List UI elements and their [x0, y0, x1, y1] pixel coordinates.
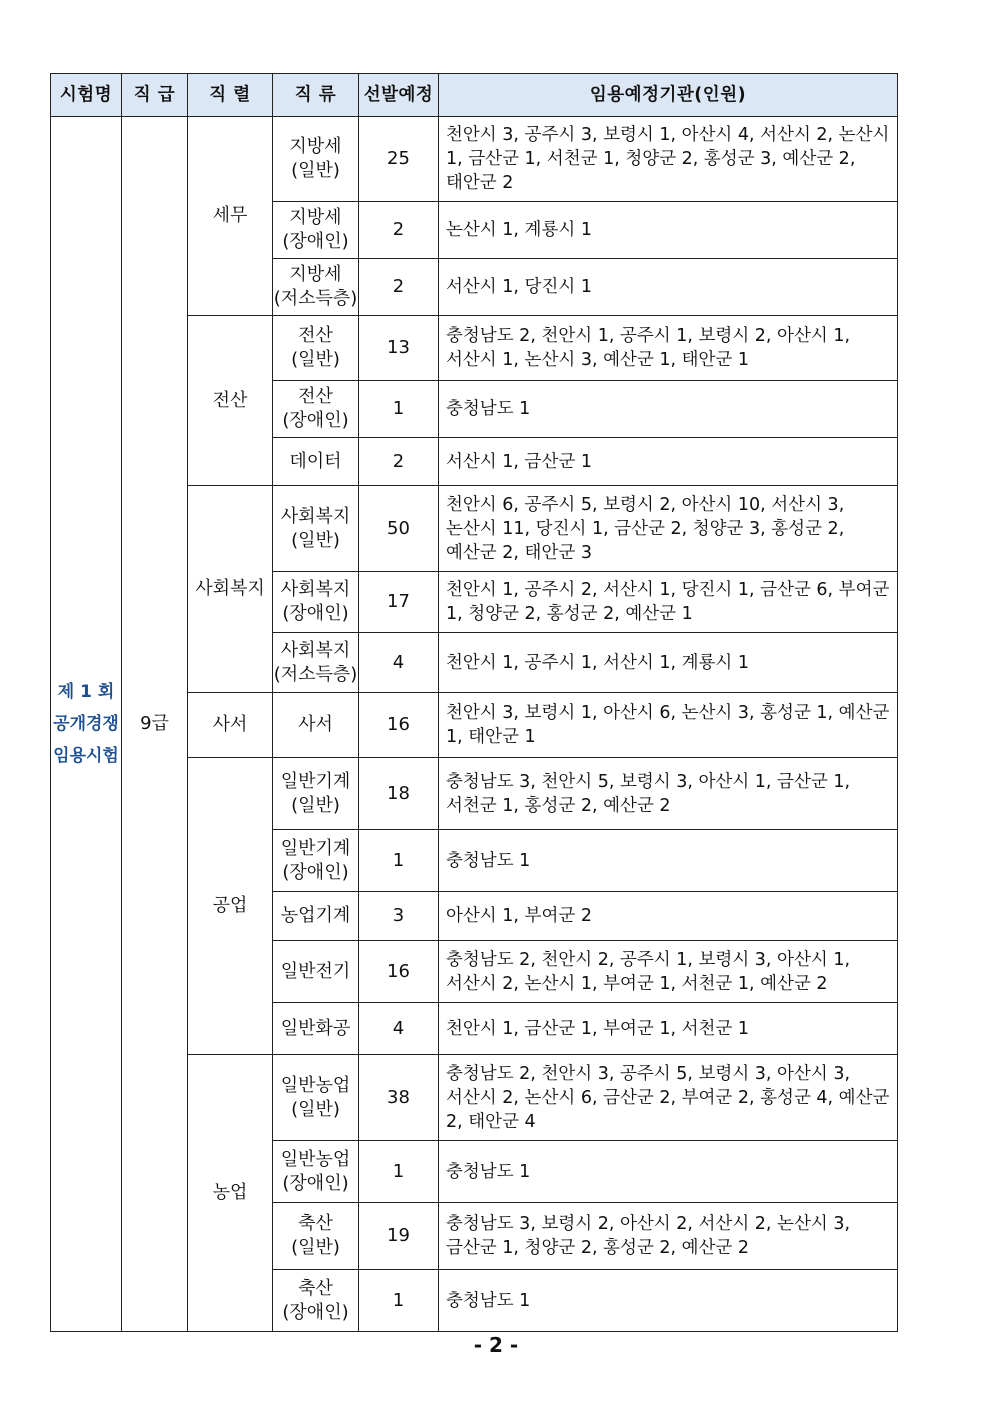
count-cell: 2	[359, 438, 439, 486]
org-cell: 아산시 1, 부여군 2	[439, 892, 898, 941]
count-cell: 1	[359, 381, 439, 438]
count-cell: 19	[359, 1203, 439, 1270]
series-cell: 세무	[188, 117, 273, 316]
kind-cell: 사서	[273, 693, 359, 758]
table-row	[51, 117, 898, 202]
count-cell: 13	[359, 316, 439, 381]
count-cell: 16	[359, 693, 439, 758]
kind-cell: 지방세 (저소득층)	[273, 259, 359, 316]
count-cell: 2	[359, 259, 439, 316]
kind-cell: 전산 (일반)	[273, 316, 359, 381]
org-cell: 천안시 6, 공주시 5, 보령시 2, 아산시 10, 서산시 3, 논산시 11, 당진시 1, 금산군 2, 청양군 3, 홍성군 2, 예산군 2, 태안군 3	[439, 486, 898, 572]
kind-cell: 지방세 (장애인)	[273, 202, 359, 259]
org-cell: 천안시 1, 금산군 1, 부여군 1, 서천군 1	[439, 1003, 898, 1055]
table-body	[51, 117, 898, 1332]
header-series: 직 렬	[188, 74, 273, 117]
series-cell: 전산	[188, 316, 273, 486]
exam-name-cell: 제 1 회 공개경쟁 임용시험	[51, 117, 122, 1332]
org-cell: 충청남도 2, 천안시 1, 공주시 1, 보령시 2, 아산시 1, 서산시 1, 논산시 3, 예산군 1, 태안군 1	[439, 316, 898, 381]
org-cell: 천안시 3, 공주시 3, 보령시 1, 아산시 4, 서산시 2, 논산시 1, 금산군 1, 서천군 1, 청양군 2, 홍성군 3, 예산군 2, 태안군 2	[439, 117, 898, 202]
count-cell: 1	[359, 830, 439, 892]
kind-cell: 사회복지 (장애인)	[273, 572, 359, 633]
kind-cell: 데이터	[273, 438, 359, 486]
series-cell: 공업	[188, 758, 273, 1055]
org-cell: 천안시 3, 보령시 1, 아산시 6, 논산시 3, 홍성군 1, 예산군 1, 태안군 1	[439, 693, 898, 758]
kind-cell: 농업기계	[273, 892, 359, 941]
org-cell: 충청남도 1	[439, 1270, 898, 1332]
org-cell: 천안시 1, 공주시 2, 서산시 1, 당진시 1, 금산군 6, 부여군 1, 청양군 2, 홍성군 2, 예산군 1	[439, 572, 898, 633]
kind-cell: 지방세 (일반)	[273, 117, 359, 202]
org-cell: 충청남도 3, 천안시 5, 보령시 3, 아산시 1, 금산군 1, 서천군 1, 홍성군 2, 예산군 2	[439, 758, 898, 830]
count-cell: 18	[359, 758, 439, 830]
org-cell: 충청남도 2, 천안시 2, 공주시 1, 보령시 3, 아산시 1, 서산시 2, 논산시 1, 부여군 1, 서천군 1, 예산군 2	[439, 941, 898, 1003]
org-cell: 충청남도 2, 천안시 3, 공주시 5, 보령시 3, 아산시 3, 서산시 2, 논산시 6, 금산군 2, 부여군 2, 홍성군 4, 예산군 2, 태안군 4	[439, 1055, 898, 1141]
count-cell: 38	[359, 1055, 439, 1141]
header-grade: 직 급	[122, 74, 188, 117]
header-exam: 시험명	[51, 74, 122, 117]
count-cell: 4	[359, 633, 439, 693]
header-row	[51, 74, 898, 117]
series-cell: 사회복지	[188, 486, 273, 693]
kind-cell: 일반화공	[273, 1003, 359, 1055]
count-cell: 3	[359, 892, 439, 941]
kind-cell: 일반기계 (장애인)	[273, 830, 359, 892]
page-number: - 2 -	[473, 1333, 519, 1357]
kind-cell: 일반전기	[273, 941, 359, 1003]
kind-cell: 축산 (장애인)	[273, 1270, 359, 1332]
recruitment-table	[50, 73, 898, 1332]
count-cell: 1	[359, 1141, 439, 1203]
org-cell: 충청남도 1	[439, 830, 898, 892]
kind-cell: 전산 (장애인)	[273, 381, 359, 438]
org-cell: 논산시 1, 계룡시 1	[439, 202, 898, 259]
kind-cell: 일반농업 (장애인)	[273, 1141, 359, 1203]
count-cell: 17	[359, 572, 439, 633]
org-cell: 충청남도 1	[439, 381, 898, 438]
count-cell: 4	[359, 1003, 439, 1055]
kind-cell: 축산 (일반)	[273, 1203, 359, 1270]
header-org: 임용예정기관(인원)	[439, 74, 898, 117]
kind-cell: 일반농업 (일반)	[273, 1055, 359, 1141]
kind-cell: 일반기계 (일반)	[273, 758, 359, 830]
header-count: 선발예정	[359, 74, 439, 117]
org-cell: 천안시 1, 공주시 1, 서산시 1, 계룡시 1	[439, 633, 898, 693]
series-cell: 농업	[188, 1055, 273, 1332]
count-cell: 1	[359, 1270, 439, 1332]
kind-cell: 사회복지 (저소득층)	[273, 633, 359, 693]
count-cell: 25	[359, 117, 439, 202]
count-cell: 50	[359, 486, 439, 572]
header-kind: 직 류	[273, 74, 359, 117]
org-cell: 충청남도 1	[439, 1141, 898, 1203]
count-cell: 2	[359, 202, 439, 259]
org-cell: 서산시 1, 금산군 1	[439, 438, 898, 486]
org-cell: 충청남도 3, 보령시 2, 아산시 2, 서산시 2, 논산시 3, 금산군 1, 청양군 2, 홍성군 2, 예산군 2	[439, 1203, 898, 1270]
kind-cell: 사회복지 (일반)	[273, 486, 359, 572]
grade-cell: 9급	[122, 117, 188, 1332]
org-cell: 서산시 1, 당진시 1	[439, 259, 898, 316]
count-cell: 16	[359, 941, 439, 1003]
series-cell: 사서	[188, 693, 273, 758]
